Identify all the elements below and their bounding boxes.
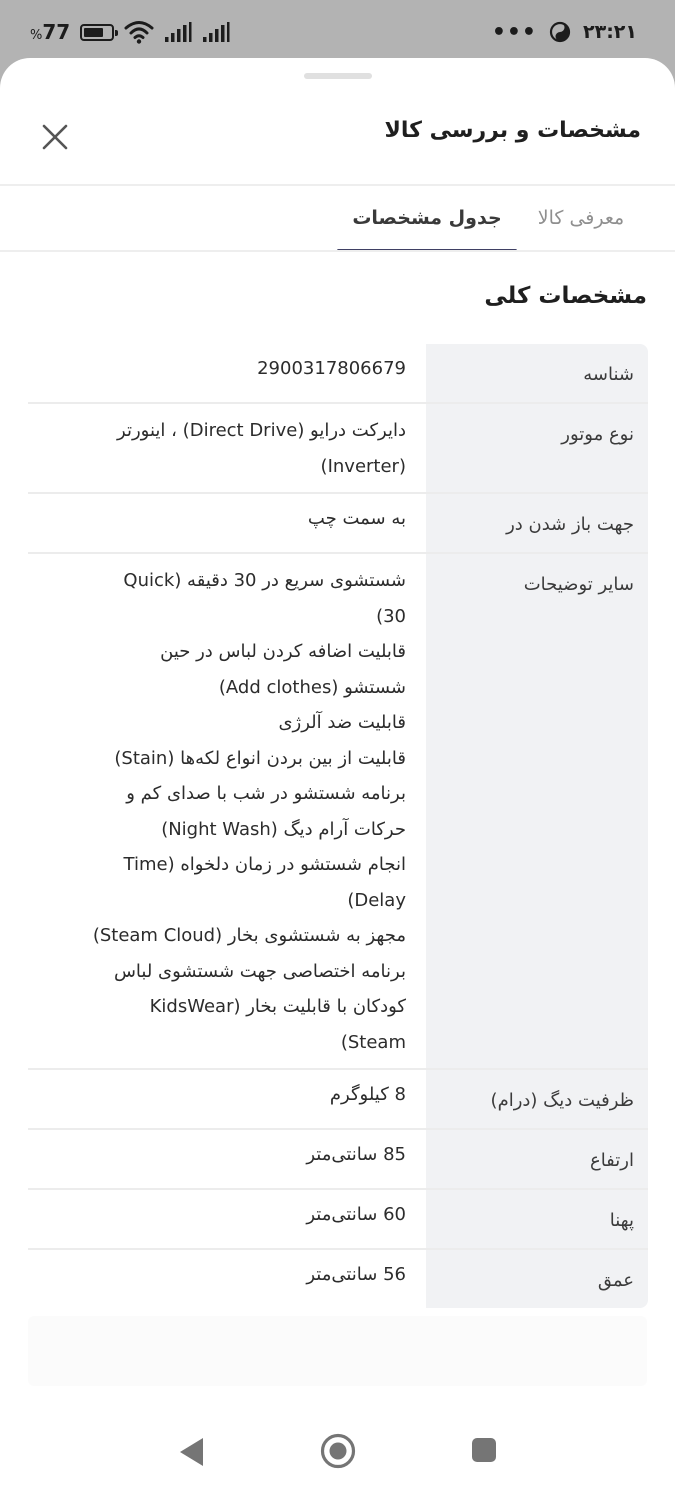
spec-row xyxy=(28,1250,648,1308)
spec-label: جهت باز شدن در xyxy=(426,494,648,552)
status-left xyxy=(30,18,230,46)
spec-label: ظرفیت دیگ (درام) xyxy=(426,1070,648,1128)
spec-value-line: قابلیت از بین بردن انواع لکه‌ها (Stain) xyxy=(114,747,406,769)
battery-fill xyxy=(84,28,103,37)
spec-value-line: قابلیت ضد آلرژی xyxy=(278,712,406,733)
spec-value-line: 30) xyxy=(376,605,406,627)
back-button[interactable] xyxy=(176,1434,208,1474)
wifi-icon xyxy=(124,20,154,44)
drag-handle[interactable] xyxy=(304,73,372,79)
spec-value xyxy=(28,404,426,492)
spec-row xyxy=(28,1190,648,1250)
spec-label: ارتفاع xyxy=(426,1130,648,1188)
bottom-sheet xyxy=(0,58,675,1500)
battery-icon xyxy=(80,24,114,41)
recents-button[interactable] xyxy=(470,1436,498,1468)
signal-icon-2 xyxy=(202,21,230,43)
spec-value-line: انجام شستشو در زمان دلخواه (Time xyxy=(123,854,406,875)
status-right xyxy=(492,18,637,46)
battery-percent: %77 xyxy=(30,20,71,44)
tab-label: جدول مشخصات xyxy=(352,207,502,229)
spec-value-line: برنامه شستشو در شب با صدای کم و xyxy=(126,783,406,804)
spec-value-line: 2900317806679 xyxy=(257,358,406,379)
tab-bar xyxy=(0,186,675,252)
spec-row xyxy=(28,404,648,494)
home-button[interactable] xyxy=(319,1432,357,1474)
spec-value xyxy=(28,344,426,402)
spec-label: نوع موتور xyxy=(426,404,648,492)
spec-row xyxy=(28,1130,648,1190)
spec-label: پهنا xyxy=(426,1190,648,1248)
spec-value-line: کودکان با قابلیت بخار (KidsWear xyxy=(149,996,406,1017)
spec-table xyxy=(28,344,648,1308)
spec-value-line: 60 سانتی‌متر xyxy=(306,1204,406,1225)
tab-product-intro[interactable] xyxy=(531,186,631,252)
spec-value xyxy=(28,554,426,1068)
spec-value-line: شستشو (Add clothes) xyxy=(218,676,406,698)
spec-value-line: 8 کیلوگرم xyxy=(329,1084,406,1105)
spec-value-line: به سمت چپ xyxy=(307,508,406,529)
spec-value xyxy=(28,494,426,552)
spec-value-line: شستشوی سریع در 30 دقیقه (Quick xyxy=(123,570,406,591)
spec-value xyxy=(28,1070,426,1128)
back-triangle-icon xyxy=(176,1434,208,1470)
spec-label: شناسه xyxy=(426,344,648,402)
spec-value xyxy=(28,1130,426,1188)
spec-value-line: قابلیت اضافه کردن لباس در حین xyxy=(160,641,406,662)
tab-label: معرفی کالا xyxy=(537,207,625,229)
tabs-divider xyxy=(0,250,675,252)
content-footer xyxy=(28,1316,647,1386)
spec-label: سایر توضیحات xyxy=(426,554,648,1068)
system-nav-bar xyxy=(0,1410,675,1500)
spec-value-line: Steam) xyxy=(340,1031,406,1053)
spec-row xyxy=(28,554,648,1070)
status-bar xyxy=(0,0,675,62)
spec-value-line: مجهز به شستشوی بخار (Steam Cloud) xyxy=(92,925,406,946)
spec-value-line: Delay) xyxy=(347,889,406,911)
spec-row xyxy=(28,344,648,404)
sheet-title: مشخصات و بررسی کالا xyxy=(384,118,641,143)
spec-value xyxy=(28,1250,426,1308)
spec-row xyxy=(28,494,648,554)
spec-label: عمق xyxy=(426,1250,648,1308)
spec-row xyxy=(28,1070,648,1130)
spec-value-line: 56 سانتی‌متر xyxy=(306,1264,406,1285)
spec-value xyxy=(28,1190,426,1248)
more-dots: ••• xyxy=(491,19,537,45)
spec-value-line: (Inverter) xyxy=(320,455,406,477)
home-circle-icon xyxy=(319,1432,357,1470)
vpn-icon xyxy=(549,21,571,43)
section-title: مشخصات کلی xyxy=(484,283,647,309)
recents-square-icon xyxy=(470,1436,498,1464)
tab-spec-table[interactable] xyxy=(337,186,517,252)
spec-value-line: برنامه اختصاصی جهت شستشوی لباس xyxy=(113,960,406,982)
close-icon xyxy=(38,120,72,154)
spec-value-line: حرکات آرام دیگ (Night Wash) xyxy=(161,818,406,840)
signal-icon xyxy=(164,21,192,43)
spec-value-line: 85 سانتی‌متر xyxy=(306,1144,406,1165)
clock: ۲۳:۲۱ xyxy=(583,21,637,43)
spec-value-line: دایرکت درایو (Direct Drive) ، اینورتر xyxy=(117,420,406,441)
close-button[interactable] xyxy=(38,120,72,154)
